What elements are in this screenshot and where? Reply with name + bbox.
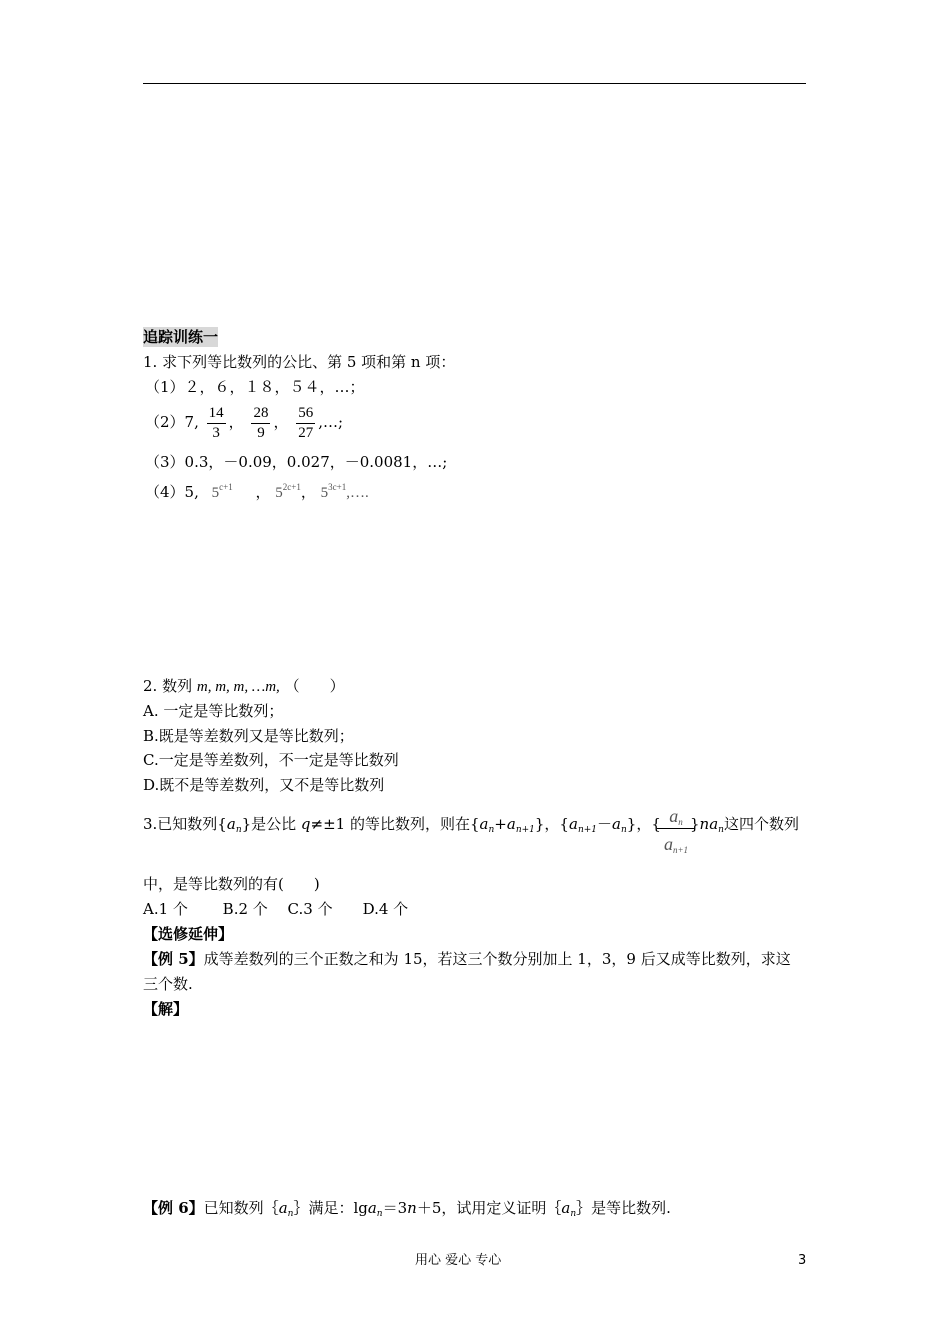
q1-stem: 1. 求下列等比数列的公比、第 5 项和第 n 项： <box>143 353 456 371</box>
example-6: 【例 6】已知数列$\{a_n\}$满足：lga$_n$＝3n＋5，试用定义证明$\{a_n\}$是等比数列. <box>143 1199 671 1219</box>
q2-stem: 2. 数列 m, m, m, …m, （ ） <box>143 677 345 695</box>
fraction: $\frac{28}{9}$ <box>253 404 269 441</box>
fraction: $\frac{56}{27}$ <box>298 404 314 441</box>
q2-option-d: D.既不是等差数列，又不是等比数列 <box>143 776 385 794</box>
q2-option-b: B.既是等差数列又是等比数列； <box>143 727 354 745</box>
q3-options: A.1 个 B.2 个 C.3 个 D.4 个 <box>143 900 409 918</box>
fraction: $\frac{14}{3}$ <box>208 404 224 441</box>
q2-option-a: A. 一定是等比数列； <box>143 702 284 720</box>
header-rule <box>143 83 806 84</box>
power-term: $5^{3c+1}$ <box>320 482 347 501</box>
power-term: $5^{2c+1}$ <box>275 482 301 501</box>
page-number: 3 <box>798 1253 807 1268</box>
example-5: 【例 5】成等差数列的三个正数之和为 15，若这三个数分别加上 1，3，9 后又成等比数列，求这 <box>143 950 791 968</box>
q1-sub-4: （4）5, $5^{c+1}$ ， $5^{2c+1}$， $5^{3c+1},\dots$. <box>145 482 369 501</box>
q3-fraction: $a_n$ $a_{n+1}$ <box>651 806 701 855</box>
q1-sub-1: （1）２，６，１８，５４，…； <box>145 378 365 396</box>
q3-stem-end: }$na_n$这四个数列 <box>690 815 799 835</box>
footer-text: 用心 爱心 专心 <box>415 1253 502 1268</box>
q1-sub-2-prefix: （2）7, <box>145 413 199 431</box>
q2-option-c: C.一定是等差数列，不一定是等比数列 <box>143 751 399 769</box>
power-term: $5^{c+1}$ <box>211 482 233 501</box>
example-5-line-2: 三个数. <box>143 975 193 993</box>
section-title: 追踪训练一 <box>143 328 219 346</box>
q1-sub-3: （3）0.3，－0.09，0.027，－0.0081，…; <box>145 453 448 471</box>
q3-stem: 3.已知数列$\{a_n\}$是公比 q≠±1 的等比数列，则在$\{a_n+a_{n+1}\}$，$\{a_{n+1}-a_n\}$，{ <box>143 815 661 835</box>
q1-sub-2: （2）7, $\frac{14}{3}$ ， $\frac{28}{9}$ ， $\frac{56}{27}$ ,…; <box>145 404 344 441</box>
elective-heading: 【选修延伸】 <box>143 925 234 943</box>
solution-label: 【解】 <box>143 1000 189 1018</box>
q3-line-2: 中，是等比数列的有( ) <box>143 875 320 893</box>
